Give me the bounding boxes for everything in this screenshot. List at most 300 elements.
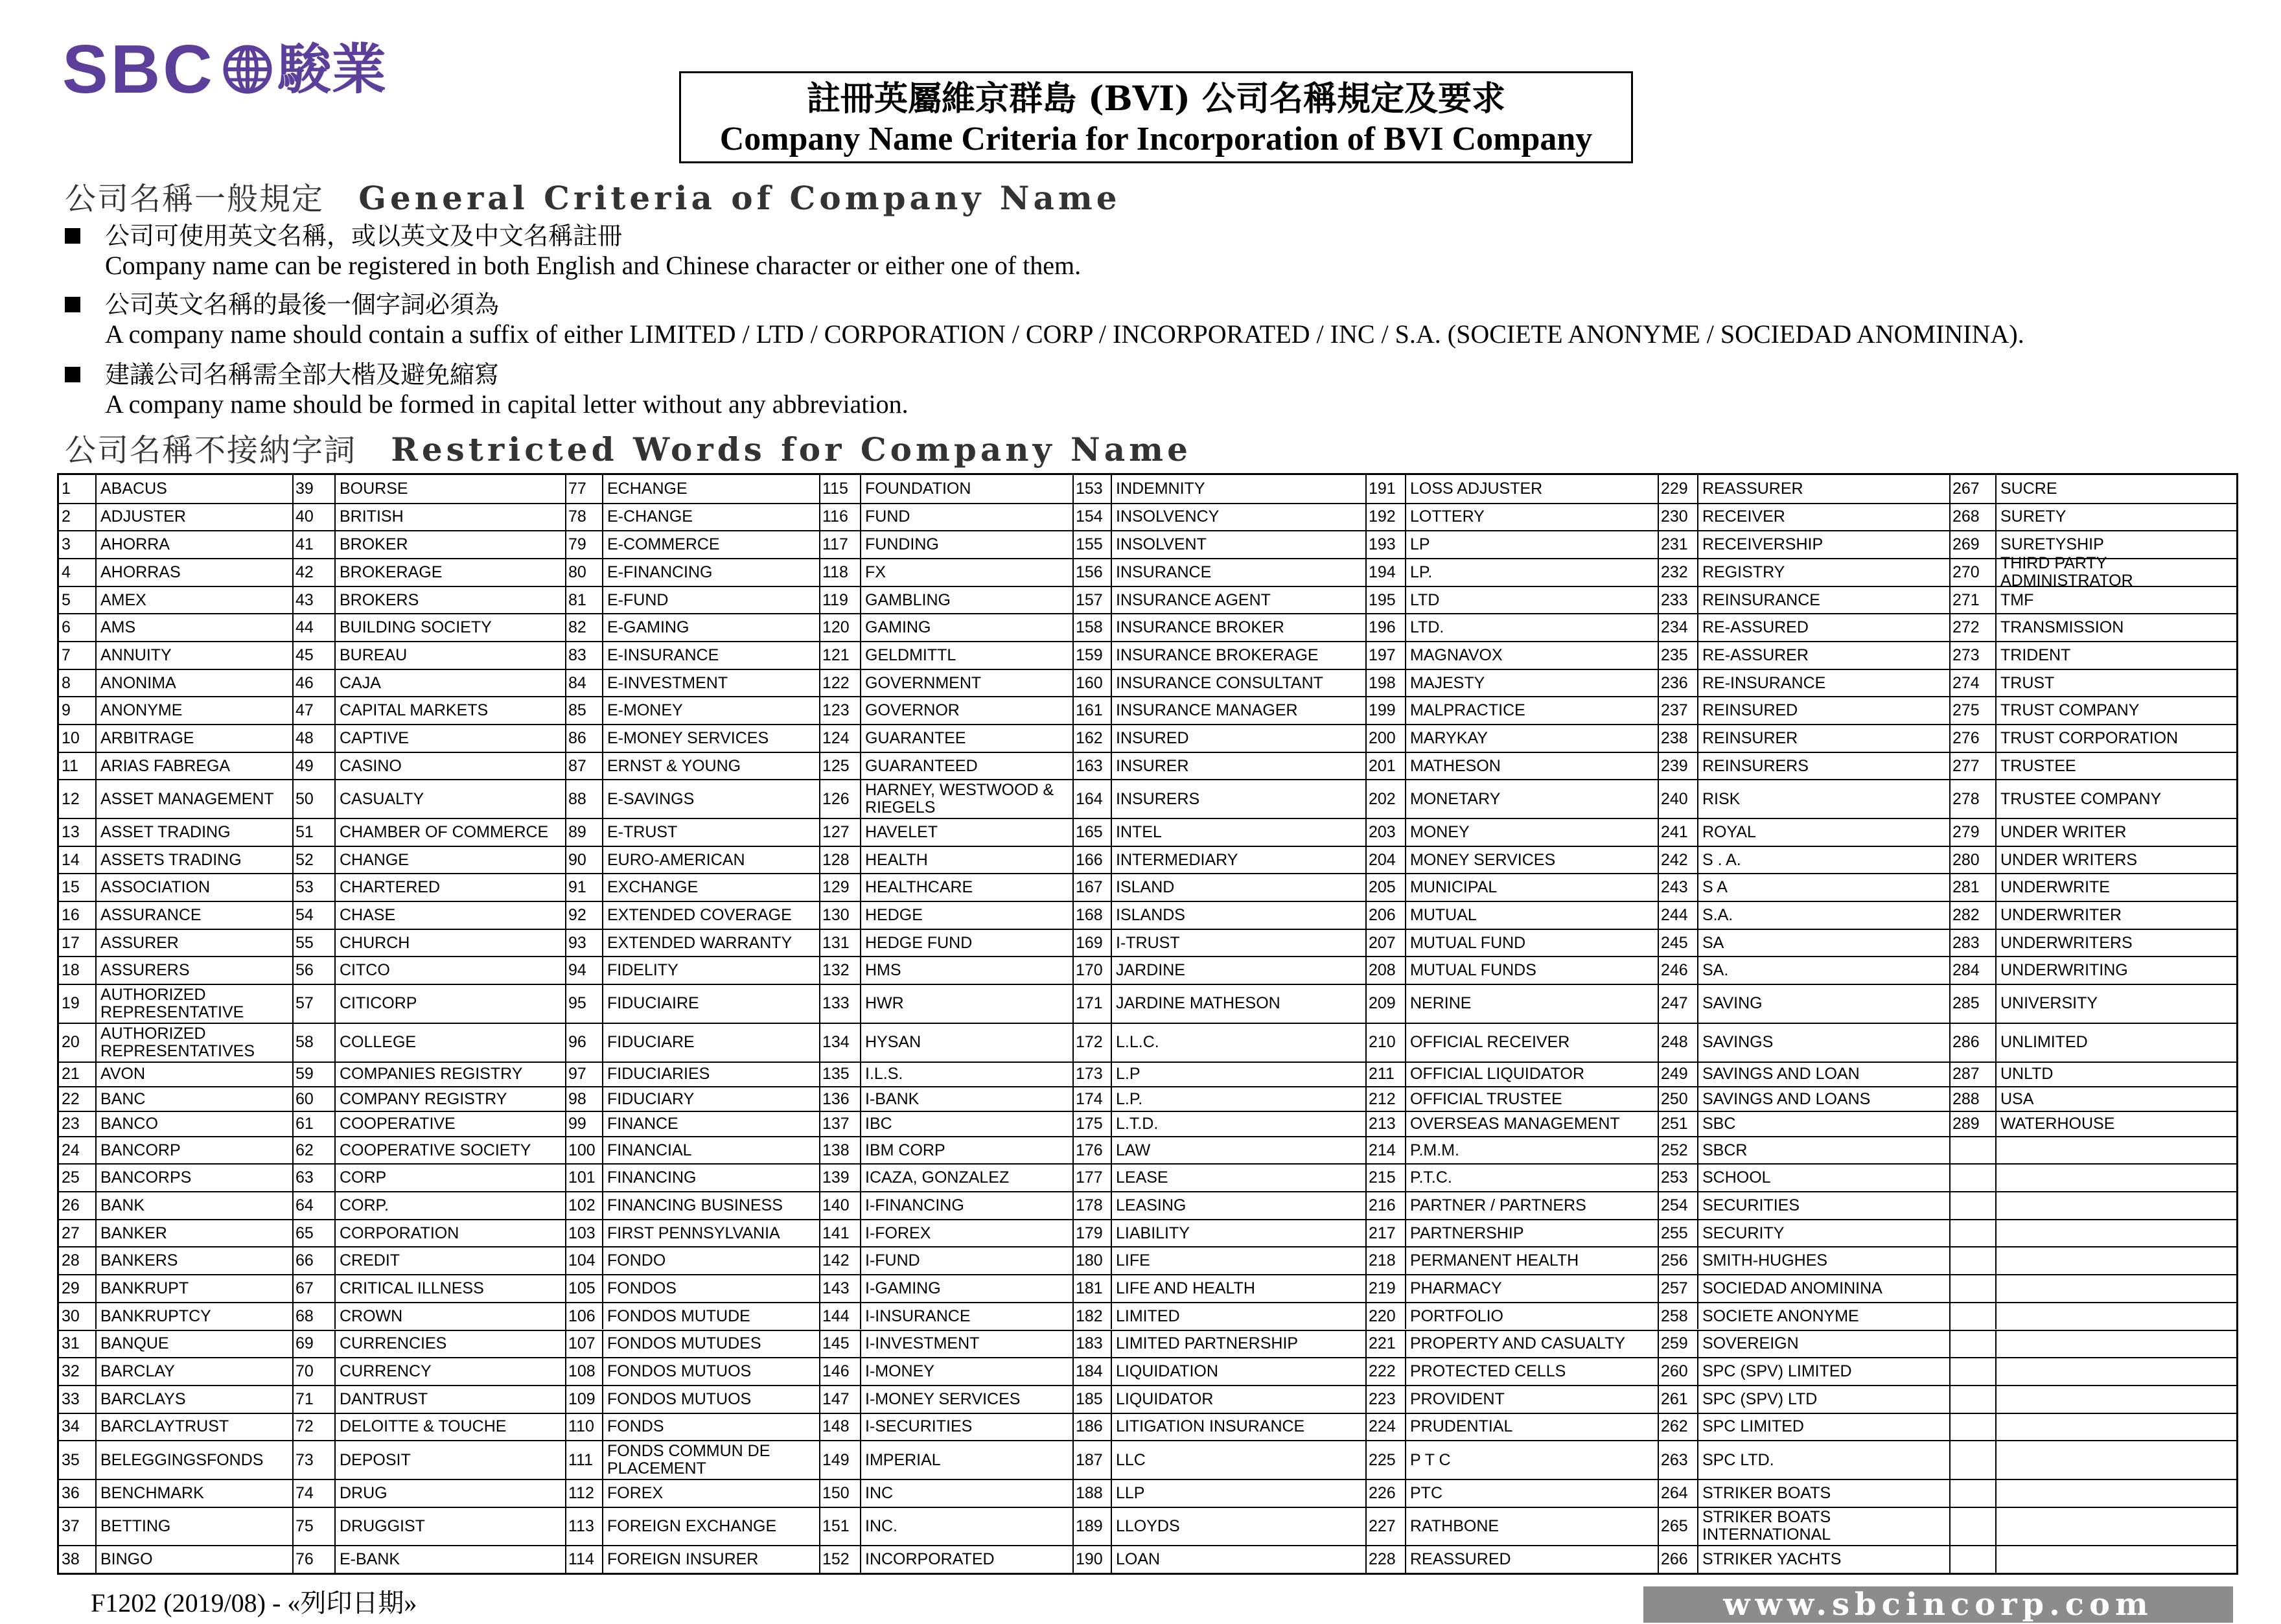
restricted-word-row bbox=[566, 1163, 820, 1191]
restricted-word: INSURANCE BROKERAGE bbox=[1116, 645, 1319, 664]
restricted-word-number: 158 bbox=[1073, 614, 1112, 641]
restricted-word-row bbox=[820, 1274, 1073, 1302]
restricted-word: RE-ASSURED bbox=[1702, 618, 1809, 637]
restricted-word-number: 130 bbox=[820, 902, 861, 929]
restricted-word-row bbox=[1658, 669, 1950, 697]
restricted-word: PROTECTED CELLS bbox=[1410, 1362, 1566, 1380]
restricted-word-number: 132 bbox=[820, 957, 861, 984]
restricted-word: INSURED bbox=[1116, 728, 1189, 747]
restricted-word-number: 97 bbox=[566, 1063, 603, 1086]
restricted-word: LIABILITY bbox=[1116, 1224, 1190, 1242]
restricted-word-row bbox=[1073, 984, 1366, 1023]
bullet-text-cn: 公司英文名稱的最後一個字詞必須為 bbox=[105, 290, 500, 319]
restricted-word: GOVERNOR bbox=[865, 701, 960, 720]
restricted-word: FINANCING bbox=[607, 1168, 697, 1187]
restricted-word: SAVINGS AND LOAN bbox=[1702, 1065, 1860, 1084]
restricted-word-number: 77 bbox=[566, 475, 603, 503]
restricted-word-row bbox=[1950, 818, 2236, 846]
restricted-word-number: 177 bbox=[1073, 1165, 1112, 1191]
restricted-word-number: 230 bbox=[1658, 504, 1698, 531]
restricted-word-row bbox=[293, 503, 566, 531]
restricted-word-number: 288 bbox=[1950, 1087, 1997, 1111]
restricted-word: CREDIT bbox=[340, 1251, 400, 1270]
restricted-word-number: 149 bbox=[820, 1441, 861, 1479]
restricted-word: LOTTERY bbox=[1410, 507, 1485, 526]
restricted-word-number: 170 bbox=[1073, 957, 1112, 984]
restricted-word: BARCLAYS bbox=[100, 1389, 186, 1408]
restricted-word-number: 227 bbox=[1366, 1508, 1406, 1546]
restricted-word-number: 87 bbox=[566, 753, 603, 780]
restricted-word: INSOLVENCY bbox=[1116, 507, 1220, 526]
restricted-word: AUTHORIZED REPRESENTATIVES bbox=[100, 1024, 255, 1060]
restricted-word: MAGNAVOX bbox=[1410, 645, 1503, 664]
restricted-word-number: 160 bbox=[1073, 670, 1112, 697]
restricted-word-number: 148 bbox=[820, 1414, 861, 1441]
restricted-word-row bbox=[59, 1023, 293, 1061]
restricted-word-number: 45 bbox=[293, 642, 336, 669]
restricted-word: LLP bbox=[1116, 1483, 1145, 1502]
restricted-word: FOUNDATION bbox=[865, 479, 971, 498]
restricted-word: I-BANK bbox=[865, 1089, 920, 1108]
restricted-word: CRITICAL ILLNESS bbox=[340, 1279, 484, 1297]
restricted-word: ICAZA, GONZALEZ bbox=[865, 1168, 1010, 1187]
restricted-word-number: 121 bbox=[820, 642, 861, 669]
restricted-word: EXCHANGE bbox=[607, 878, 699, 897]
restricted-word-number: 285 bbox=[1950, 985, 1997, 1023]
restricted-word: HEDGE FUND bbox=[865, 933, 973, 952]
restricted-word-number: 206 bbox=[1366, 902, 1406, 929]
restricted-word-number: 269 bbox=[1950, 531, 1997, 558]
restricted-word: LTD. bbox=[1410, 618, 1444, 637]
restricted-word-row bbox=[293, 1330, 566, 1358]
restricted-word-row bbox=[820, 1023, 1073, 1061]
restricted-word-row bbox=[1950, 475, 2236, 503]
restricted-word-number: 238 bbox=[1658, 725, 1698, 752]
restricted-word-row bbox=[1366, 984, 1658, 1023]
restricted-word: CHAMBER OF COMMERCE bbox=[340, 822, 549, 841]
restricted-word-row bbox=[1073, 558, 1366, 586]
restricted-word-number: 108 bbox=[566, 1358, 603, 1385]
restricted-word: FINANCE bbox=[607, 1115, 678, 1133]
restricted-word-number: 102 bbox=[566, 1192, 603, 1219]
restricted-word-number: 54 bbox=[293, 902, 336, 929]
restricted-word: INSURERS bbox=[1116, 789, 1200, 808]
restricted-word-row bbox=[1366, 586, 1658, 614]
restricted-word-row bbox=[820, 1440, 1073, 1479]
restricted-word-row bbox=[293, 1440, 566, 1479]
restricted-word-row bbox=[1658, 1219, 1950, 1247]
restricted-word-row bbox=[1950, 1385, 2236, 1413]
restricted-word-number: 44 bbox=[293, 614, 336, 641]
restricted-word-row bbox=[1658, 1440, 1950, 1479]
restricted-word-number: 261 bbox=[1658, 1386, 1698, 1413]
restricted-word-row bbox=[293, 1111, 566, 1135]
restricted-word-row bbox=[293, 1302, 566, 1330]
restricted-word: LP bbox=[1410, 535, 1430, 554]
restricted-word-row bbox=[1366, 558, 1658, 586]
restricted-word-number: 64 bbox=[293, 1192, 336, 1219]
restricted-word-row bbox=[1658, 1163, 1950, 1191]
restricted-word bbox=[1997, 1508, 2236, 1546]
restricted-word-row bbox=[1366, 724, 1658, 752]
restricted-word-number: 5 bbox=[59, 587, 97, 614]
restricted-word: SCHOOL bbox=[1702, 1168, 1771, 1187]
restricted-word-number: 139 bbox=[820, 1165, 861, 1191]
restricted-word: BROKERAGE bbox=[340, 563, 443, 581]
restricted-word: TRUSTEE bbox=[2000, 756, 2076, 775]
restricted-word: MATHESON bbox=[1410, 756, 1501, 775]
restricted-word-row bbox=[1073, 1330, 1366, 1358]
restricted-word-number: 283 bbox=[1950, 930, 1997, 957]
restricted-word-number: 195 bbox=[1366, 587, 1406, 614]
restricted-word-row bbox=[1658, 956, 1950, 984]
restricted-word-row bbox=[1658, 1274, 1950, 1302]
restricted-word-row bbox=[1658, 929, 1950, 957]
restricted-word: HMS bbox=[865, 961, 901, 980]
restricted-word: BANKRUPTCY bbox=[100, 1306, 211, 1325]
restricted-word-number: 60 bbox=[293, 1087, 336, 1111]
restricted-word: SMITH-HUGHES bbox=[1702, 1251, 1828, 1270]
restricted-word-number: 40 bbox=[293, 504, 336, 531]
restricted-word-row bbox=[566, 1219, 820, 1247]
restricted-word: LITIGATION INSURANCE bbox=[1116, 1417, 1305, 1436]
restricted-word: E-FINANCING bbox=[607, 563, 713, 581]
restricted-word: L.T.D. bbox=[1116, 1115, 1159, 1133]
restricted-word-row bbox=[1950, 1413, 2236, 1441]
restricted-word-row bbox=[1950, 669, 2236, 697]
restricted-word-row bbox=[566, 586, 820, 614]
restricted-word-row bbox=[1073, 1111, 1366, 1135]
restricted-word-row bbox=[820, 1357, 1073, 1385]
restricted-word-number: 249 bbox=[1658, 1063, 1698, 1086]
restricted-word: TRUST bbox=[2000, 673, 2055, 692]
restricted-word-number: 214 bbox=[1366, 1137, 1406, 1164]
restricted-word-row bbox=[566, 613, 820, 641]
restricted-word: IMPERIAL bbox=[865, 1450, 941, 1469]
restricted-word: BOURSE bbox=[340, 479, 408, 498]
restricted-word: CAPITAL MARKETS bbox=[340, 701, 489, 720]
restricted-word-row bbox=[566, 530, 820, 558]
restricted-word-number: 189 bbox=[1073, 1508, 1112, 1546]
restricted-word-number: 277 bbox=[1950, 753, 1997, 780]
restricted-word-row bbox=[820, 641, 1073, 669]
restricted-word-row bbox=[1658, 1246, 1950, 1274]
restricted-word: ASSETS TRADING bbox=[100, 850, 242, 869]
restricted-word: LIQUIDATOR bbox=[1116, 1389, 1214, 1408]
restricted-word-row bbox=[1366, 1219, 1658, 1247]
restricted-word-row bbox=[1073, 1023, 1366, 1061]
restricted-word: L.P. bbox=[1116, 1089, 1143, 1108]
restricted-word-number: 117 bbox=[820, 531, 861, 558]
restricted-word: E-INVESTMENT bbox=[607, 673, 728, 692]
restricted-word: ASSURER bbox=[100, 933, 179, 952]
restricted-word-number: 212 bbox=[1366, 1087, 1406, 1111]
restricted-word-number: 268 bbox=[1950, 504, 1997, 531]
restricted-word-row bbox=[566, 984, 820, 1023]
restricted-word-number: 247 bbox=[1658, 985, 1698, 1023]
restricted-word-row bbox=[1073, 1061, 1366, 1086]
restricted-word-number: 181 bbox=[1073, 1275, 1112, 1302]
restricted-word: COMPANY REGISTRY bbox=[340, 1089, 507, 1108]
restricted-word-number: 107 bbox=[566, 1331, 603, 1358]
restricted-word-row bbox=[1658, 1302, 1950, 1330]
restricted-word-row bbox=[293, 901, 566, 929]
restricted-word: FIDUCIAIRE bbox=[607, 994, 699, 1013]
restricted-word-row bbox=[1366, 779, 1658, 818]
restricted-word-number: 19 bbox=[59, 985, 97, 1023]
restricted-word-number: 32 bbox=[59, 1358, 97, 1385]
restricted-word-row bbox=[820, 873, 1073, 901]
restricted-word-row bbox=[59, 1061, 293, 1086]
restricted-word: CHANGE bbox=[340, 850, 409, 869]
restricted-word-number: 55 bbox=[293, 930, 336, 957]
restricted-word-number: 104 bbox=[566, 1247, 603, 1274]
restricted-word-row bbox=[59, 846, 293, 874]
restricted-word-number: 146 bbox=[820, 1358, 861, 1385]
restricted-word-row bbox=[1658, 779, 1950, 818]
restricted-word-number: 83 bbox=[566, 642, 603, 669]
restricted-word: SPC LTD. bbox=[1702, 1450, 1774, 1469]
restricted-word-row bbox=[566, 1111, 820, 1135]
restricted-word-number: 232 bbox=[1658, 559, 1698, 586]
restricted-words-column bbox=[1658, 475, 1950, 1573]
restricted-word-number: 246 bbox=[1658, 957, 1698, 984]
restricted-word: E-FUND bbox=[607, 590, 669, 609]
restricted-word: GAMING bbox=[865, 618, 931, 637]
restricted-word-number: 270 bbox=[1950, 559, 1997, 586]
restricted-word bbox=[1997, 1165, 2236, 1191]
restricted-word-number: 27 bbox=[59, 1220, 97, 1247]
restricted-word: CHURCH bbox=[340, 933, 410, 952]
restricted-word: ERNST & YOUNG bbox=[607, 756, 741, 775]
restricted-word-row bbox=[59, 1330, 293, 1358]
restricted-word: E-MONEY SERVICES bbox=[607, 728, 769, 747]
restricted-word-number: 219 bbox=[1366, 1275, 1406, 1302]
restricted-word-row bbox=[566, 503, 820, 531]
restricted-word-number: 197 bbox=[1366, 642, 1406, 669]
restricted-word-number: 81 bbox=[566, 587, 603, 614]
restricted-word-number: 125 bbox=[820, 753, 861, 780]
restricted-word-number: 36 bbox=[59, 1480, 97, 1507]
restricted-word-row bbox=[820, 1507, 1073, 1546]
restricted-word-number: 116 bbox=[820, 504, 861, 531]
restricted-word: I-MONEY SERVICES bbox=[865, 1389, 1021, 1408]
restricted-word: DEPOSIT bbox=[340, 1450, 411, 1469]
restricted-word-row bbox=[293, 1274, 566, 1302]
restricted-word-row bbox=[1950, 956, 2236, 984]
restricted-word: PRUDENTIAL bbox=[1410, 1417, 1513, 1436]
restricted-word-number: 154 bbox=[1073, 504, 1112, 531]
restricted-word-row bbox=[820, 901, 1073, 929]
restricted-word: ASSURANCE bbox=[100, 905, 202, 924]
restricted-word-number: 221 bbox=[1366, 1331, 1406, 1358]
restricted-word: BENCHMARK bbox=[100, 1483, 204, 1502]
restricted-word: CHASE bbox=[340, 905, 396, 924]
restricted-word: FIDUCIARY bbox=[607, 1089, 695, 1108]
restricted-word-row bbox=[1073, 846, 1366, 874]
restricted-word-number: 191 bbox=[1366, 475, 1406, 503]
restricted-word-row bbox=[1950, 641, 2236, 669]
restricted-word-number: 284 bbox=[1950, 957, 1997, 984]
restricted-word: PHARMACY bbox=[1410, 1279, 1502, 1297]
restricted-words-table bbox=[57, 473, 2238, 1575]
restricted-word-number: 46 bbox=[293, 670, 336, 697]
restricted-word: SAVINGS bbox=[1702, 1033, 1774, 1052]
restricted-word: LP. bbox=[1410, 563, 1433, 581]
restricted-word-number: 47 bbox=[293, 697, 336, 724]
column-divider bbox=[1072, 475, 1074, 1573]
restricted-word-row bbox=[1658, 1545, 1950, 1573]
restricted-word-number: 111 bbox=[566, 1441, 603, 1479]
restricted-word-number: 115 bbox=[820, 475, 861, 503]
restricted-word: BRITISH bbox=[340, 507, 404, 526]
restricted-word: REINSURED bbox=[1702, 701, 1798, 720]
restricted-word-row bbox=[1950, 1545, 2236, 1573]
restricted-word-row bbox=[820, 818, 1073, 846]
restricted-word: ASSURERS bbox=[100, 961, 190, 980]
restricted-word: INTERMEDIARY bbox=[1116, 850, 1238, 869]
restricted-word: COOPERATIVE bbox=[340, 1115, 456, 1133]
restricted-word-number: 162 bbox=[1073, 725, 1112, 752]
restricted-word-row bbox=[1658, 1111, 1950, 1135]
restricted-word-row bbox=[820, 530, 1073, 558]
restricted-word-row bbox=[1073, 873, 1366, 901]
restricted-word-row bbox=[566, 1385, 820, 1413]
restricted-word-number: 164 bbox=[1073, 780, 1112, 818]
restricted-word-number: 11 bbox=[59, 753, 97, 780]
restricted-word: TRUST COMPANY bbox=[2000, 701, 2140, 720]
restricted-word-number: 49 bbox=[293, 753, 336, 780]
restricted-word: FIDELITY bbox=[607, 961, 678, 980]
restricted-word-number: 137 bbox=[820, 1112, 861, 1135]
restricted-word-number bbox=[1950, 1165, 1997, 1191]
restricted-word: LIMITED bbox=[1116, 1306, 1180, 1325]
restricted-word-row bbox=[59, 929, 293, 957]
restricted-word-row bbox=[1950, 1330, 2236, 1358]
restricted-word: S.A. bbox=[1702, 905, 1733, 924]
restricted-word-number: 20 bbox=[59, 1024, 97, 1061]
restricted-word-row bbox=[1366, 1274, 1658, 1302]
restricted-word: HAVELET bbox=[865, 822, 938, 841]
restricted-word-row bbox=[1366, 1330, 1658, 1358]
restricted-word-number: 30 bbox=[59, 1303, 97, 1330]
restricted-word-row bbox=[1950, 1274, 2236, 1302]
restricted-word-row bbox=[820, 724, 1073, 752]
restricted-word-number: 16 bbox=[59, 902, 97, 929]
restricted-word-number bbox=[1950, 1480, 1997, 1507]
restricted-word: SOCIETE ANONYME bbox=[1702, 1306, 1859, 1325]
column-divider bbox=[1949, 475, 1951, 1573]
restricted-word-number bbox=[1950, 1192, 1997, 1219]
restricted-word-row bbox=[59, 669, 293, 697]
restricted-word-row bbox=[59, 1545, 293, 1573]
restricted-word-row bbox=[566, 1061, 820, 1086]
restricted-word-row bbox=[1658, 1479, 1950, 1507]
restricted-word: REASSURED bbox=[1410, 1550, 1511, 1569]
restricted-word: FONDOS MUTUDE bbox=[607, 1306, 750, 1325]
restricted-word: PERMANENT HEALTH bbox=[1410, 1251, 1579, 1270]
column-divider bbox=[1658, 475, 1659, 1573]
restricted-word: E-INSURANCE bbox=[607, 645, 719, 664]
restricted-word-number bbox=[1950, 1331, 1997, 1358]
restricted-words-column bbox=[1366, 475, 1658, 1573]
restricted-word-row bbox=[59, 641, 293, 669]
restricted-word-number: 95 bbox=[566, 985, 603, 1023]
restricted-word: I-SECURITIES bbox=[865, 1417, 973, 1436]
restricted-word: INC. bbox=[865, 1516, 897, 1535]
restricted-word-number: 90 bbox=[566, 847, 603, 874]
restricted-word: INSOLVENT bbox=[1116, 535, 1207, 554]
restricted-word-row bbox=[1366, 669, 1658, 697]
restricted-word-row bbox=[566, 1302, 820, 1330]
restricted-word-row bbox=[1950, 1302, 2236, 1330]
restricted-word-row bbox=[820, 1219, 1073, 1247]
restricted-word-number: 276 bbox=[1950, 725, 1997, 752]
restricted-word-number: 105 bbox=[566, 1275, 603, 1302]
restricted-word: ANONYME bbox=[100, 701, 183, 720]
restricted-word-number: 186 bbox=[1073, 1414, 1112, 1441]
restricted-word-row bbox=[293, 1545, 566, 1573]
restricted-word-number: 184 bbox=[1073, 1358, 1112, 1385]
restricted-word: MUTUAL bbox=[1410, 905, 1477, 924]
restricted-word-row bbox=[1073, 1191, 1366, 1219]
restricted-word: PORTFOLIO bbox=[1410, 1306, 1504, 1325]
restricted-word-row bbox=[1950, 1479, 2236, 1507]
restricted-word: BINGO bbox=[100, 1550, 153, 1569]
restricted-word-number: 135 bbox=[820, 1063, 861, 1086]
restricted-word-number: 275 bbox=[1950, 697, 1997, 724]
restricted-word: I-FOREX bbox=[865, 1224, 931, 1242]
restricted-word: UNDER WRITERS bbox=[2000, 850, 2138, 869]
restricted-word-number: 33 bbox=[59, 1386, 97, 1413]
restricted-word-number: 133 bbox=[820, 985, 861, 1023]
restricted-word bbox=[1997, 1414, 2236, 1441]
restricted-word-number: 280 bbox=[1950, 847, 1997, 874]
restricted-word: REGISTRY bbox=[1702, 563, 1785, 581]
restricted-word: OFFICIAL LIQUIDATOR bbox=[1410, 1065, 1585, 1084]
restricted-word-row bbox=[59, 1274, 293, 1302]
restricted-word-number: 2 bbox=[59, 504, 97, 531]
restricted-words-column bbox=[59, 475, 293, 1573]
restricted-word: RE-ASSURER bbox=[1702, 645, 1809, 664]
restricted-word-number: 180 bbox=[1073, 1247, 1112, 1274]
restricted-word: E-SAVINGS bbox=[607, 789, 695, 808]
restricted-word-row bbox=[1366, 929, 1658, 957]
restricted-word-row bbox=[820, 503, 1073, 531]
restricted-word-number: 93 bbox=[566, 930, 603, 957]
restricted-word: BELEGGINGSFONDS bbox=[100, 1450, 264, 1469]
restricted-word: SBCR bbox=[1702, 1141, 1748, 1159]
restricted-word-number: 74 bbox=[293, 1480, 336, 1507]
restricted-word: BANQUE bbox=[100, 1334, 169, 1353]
bullet-text-en: A company name should contain a suffix of either LIMITED / LTD / CORPORATION / CORP / INCORPORATED / INC / S.A. (SOCIETE ANONYME / SOCIEDAD ANOMININA). bbox=[105, 319, 2024, 349]
restricted-word-row bbox=[1950, 779, 2236, 818]
restricted-word-number: 289 bbox=[1950, 1112, 1997, 1135]
restricted-word-number: 84 bbox=[566, 670, 603, 697]
restricted-word-number: 69 bbox=[293, 1331, 336, 1358]
restricted-word-row bbox=[1073, 1246, 1366, 1274]
restricted-word: SOVEREIGN bbox=[1702, 1334, 1799, 1353]
restricted-word-row bbox=[1366, 1413, 1658, 1441]
restricted-word-number: 52 bbox=[293, 847, 336, 874]
restricted-word bbox=[1997, 1441, 2236, 1479]
restricted-word-row bbox=[1658, 984, 1950, 1023]
restricted-word-row bbox=[1073, 1274, 1366, 1302]
restricted-word-row bbox=[1950, 901, 2236, 929]
restricted-word-row bbox=[1366, 1023, 1658, 1061]
restricted-word-row bbox=[59, 696, 293, 724]
restricted-word-row bbox=[566, 1246, 820, 1274]
